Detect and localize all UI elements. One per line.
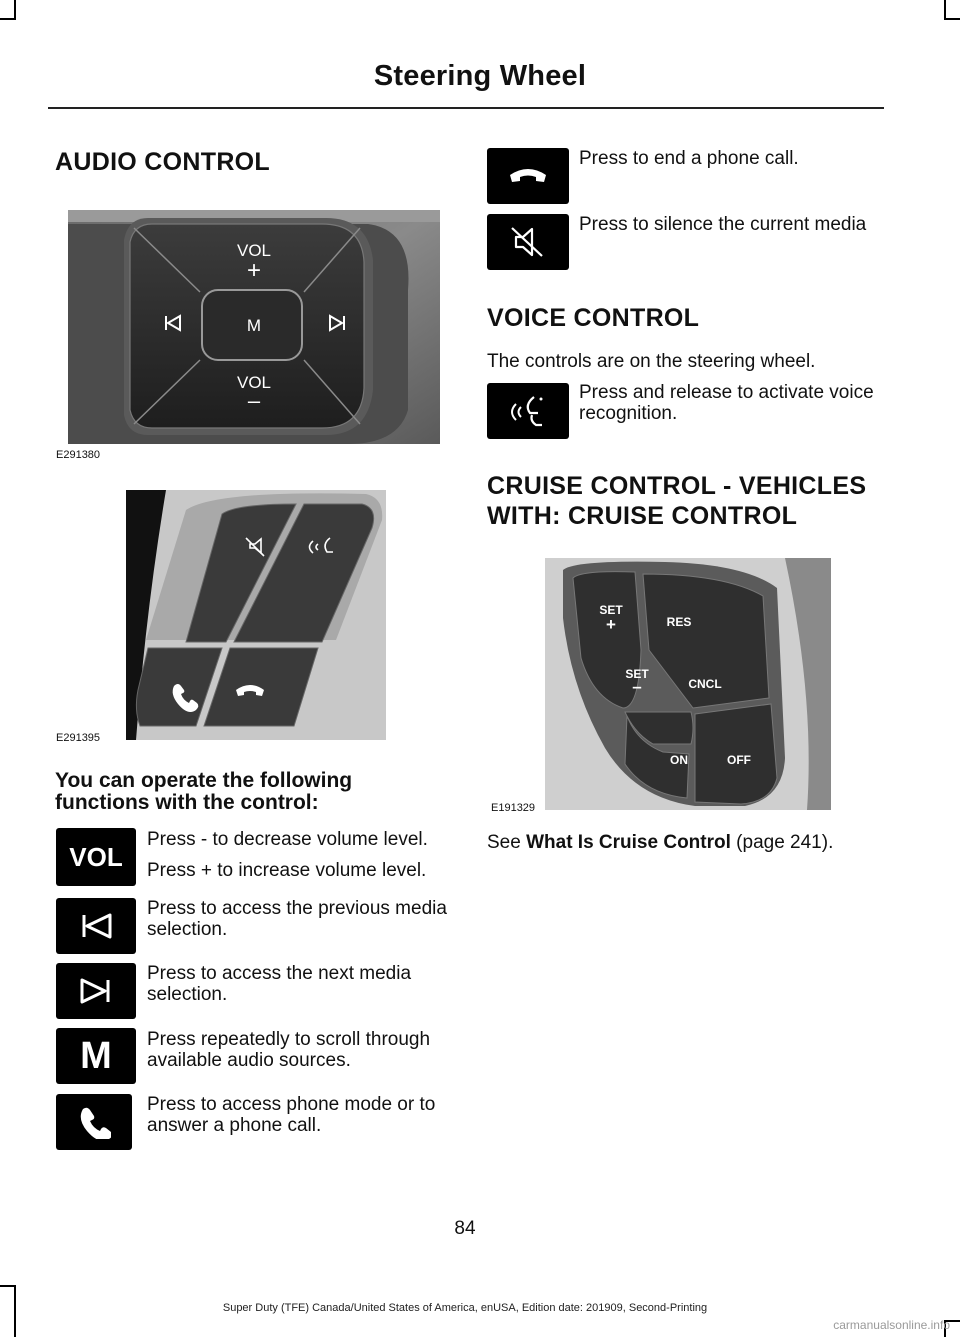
fig-minus-label: – [247,388,261,413]
edition-footer: Super Duty (TFE) Canada/United States of America, enUSA, Edition date: 201909, Second-Printing [222,1302,708,1314]
fig-vol-up-label: VOL [236,241,272,260]
audio-control-heading: AUDIO CONTROL [55,148,270,176]
cruise-control-heading-line2: WITH: CRUISE CONTROL [487,502,798,530]
mute-description: Press to silence the current media [579,214,867,235]
cruise-set-minus-label: SET [625,667,649,681]
vol-description [147,829,457,891]
fig-vol-down-label: VOL [236,373,272,392]
mode-description: Press repeatedly to scroll through available audio sources. [147,1029,431,1071]
next-track-description: Press to access the next media selection. [147,963,412,1005]
cruise-see-reference [487,832,907,854]
fig-plus-label: + [246,257,262,284]
vol-increase-text: Press + to increase volume level. [147,860,427,881]
cruise-on-label: ON [670,753,688,767]
crop-mark [0,1285,16,1287]
vol-icon [56,828,136,886]
phone-control-figure [126,490,386,740]
previous-track-description: Press to access the previous media selection. [147,898,447,940]
cruise-control-heading-line1: CRUISE CONTROL - VEHICLES [487,472,867,500]
crop-mark [14,0,16,20]
audio-control-figure [68,210,440,444]
voice-control-heading: VOICE CONTROL [487,304,700,332]
end-call-icon [487,148,569,204]
see-suffix: (page 241). [730,832,834,853]
vol-decrease-text: Press - to decrease volume level. [147,829,428,850]
mute-icon [487,214,569,270]
voice-icon [487,383,569,439]
end-call-description: Press to end a phone call. [579,148,799,169]
cruise-res-label: RES [666,615,692,629]
watermark: carmanualsonline.info [833,1318,950,1332]
cruise-plus-label: + [606,615,616,634]
fig-m-label: M [246,316,262,335]
header-divider [48,107,884,109]
cruise-off-label: OFF [727,753,751,767]
crop-mark [944,18,960,20]
crop-mark [944,0,946,20]
mode-icon-label: M [80,1034,112,1077]
figure-id: E191329 [491,802,536,814]
mode-icon [56,1028,136,1084]
cruise-set-plus-label: SET [599,603,623,617]
cruise-control-figure [545,558,831,810]
page-title: Steering Wheel [373,60,587,92]
crop-mark [0,18,16,20]
phone-icon [56,1094,132,1150]
voice-description: Press and release to activate voice recognition. [579,382,874,424]
functions-intro: You can operate the following functions with the control: [55,769,353,814]
figure-id: E291395 [56,732,101,744]
voice-intro: The controls are on the steering wheel. [487,351,816,372]
cruise-minus-label: – [632,677,642,696]
see-prefix: See [487,832,527,853]
cruise-cncl-label: CNCL [688,677,722,691]
vol-icon-label: VOL [69,841,123,872]
next-track-icon [56,963,136,1019]
cruise-reference-link[interactable]: What Is Cruise Control [526,832,731,853]
phone-description: Press to access phone mode or to answer a phone call. [147,1094,436,1136]
previous-track-icon [56,898,136,954]
figure-id: E291380 [56,449,101,461]
page-number: 84 [454,1218,476,1239]
